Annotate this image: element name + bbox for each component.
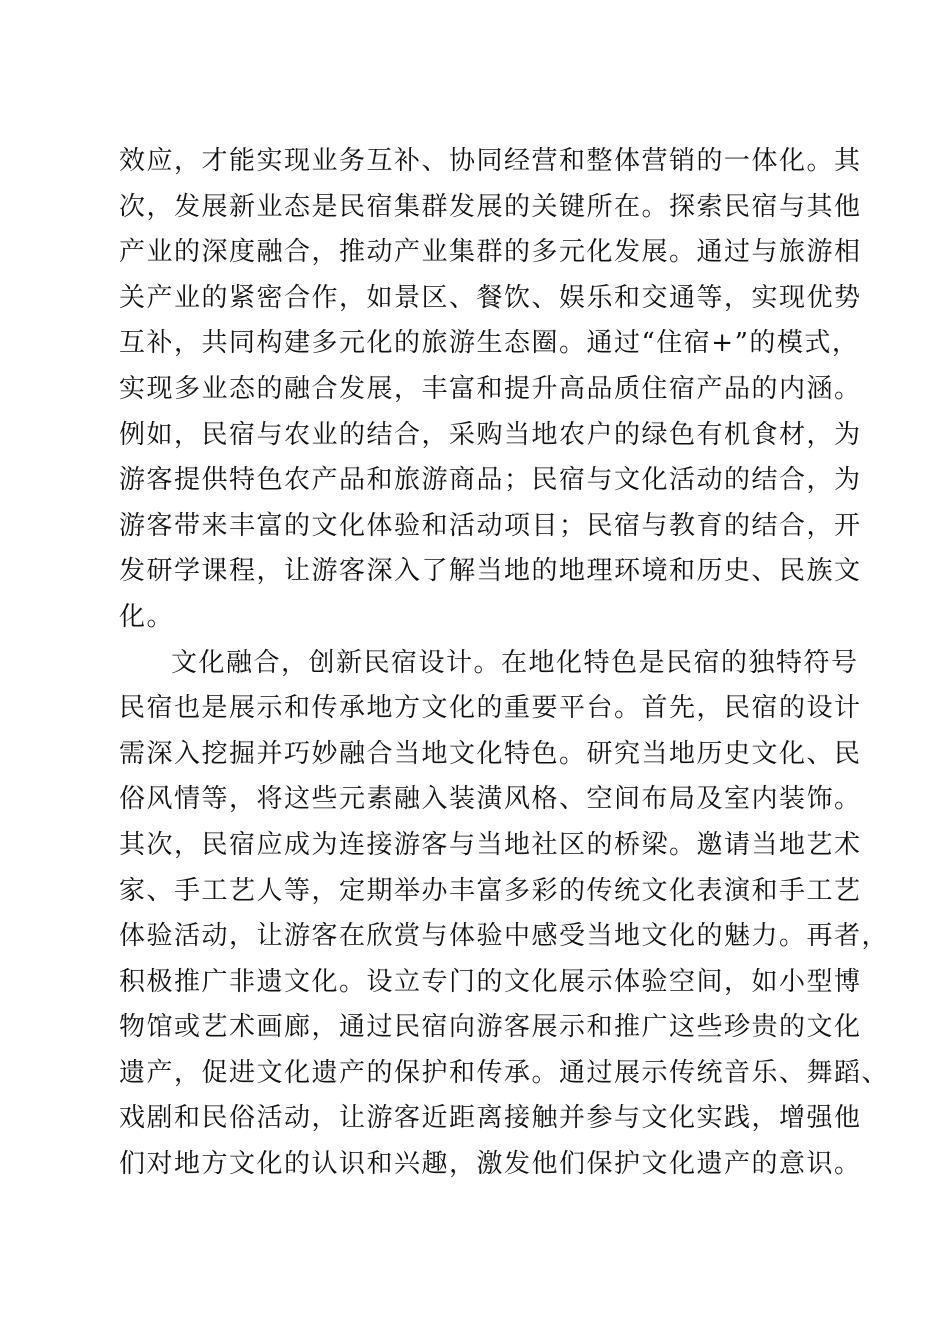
text-line: 化。 xyxy=(119,601,175,632)
paragraph-1 xyxy=(119,139,862,641)
text-line: 戏剧和民俗活动，让游客近距离接触并参与文化实践，增强他 xyxy=(119,1103,862,1134)
text-line: 产业的深度融合，推动产业集群的多元化发展。通过与旅游相 xyxy=(119,237,862,268)
text-line: 发研学课程，让游客深入了解当地的地理环境和历史、民族文 xyxy=(119,556,862,587)
text-line: 互补，共同构建多元化的旅游生态圈。通过“住宿+”的模式， xyxy=(119,328,860,359)
text-line: 关产业的紧密合作，如景区、餐饮、娱乐和交通等，实现优势 xyxy=(119,282,862,313)
text-line: 效应，才能实现业务互补、协同经营和整体营销的一体化。其 xyxy=(119,146,862,176)
text-line: 物馆或艺术画廊，通过民宿向游客展示和推广这些珍贵的文化 xyxy=(119,1012,862,1043)
text-line: 民宿也是展示和传承地方文化的重要平台。首先，民宿的设计 xyxy=(119,693,862,724)
text-line: 们对地方文化的认识和兴趣，激发他们保护文化遗产的意识。 xyxy=(119,1149,862,1180)
text-line: 其次，民宿应成为连接游客与当地社区的桥梁。邀请当地艺术 xyxy=(119,829,862,860)
text-line: 遗产，促进文化遗产的保护和传承。通过展示传统音乐、舞蹈、 xyxy=(119,1057,890,1088)
text-line: 积极推广非遗文化。设立专门的文化展示体验空间，如小型博 xyxy=(119,966,862,997)
text-line: 游客带来丰富的文化体验和活动项目；民宿与教育的结合，开 xyxy=(119,510,862,541)
text-line: 实现多业态的融合发展，丰富和提升高品质住宿产品的内涵。 xyxy=(119,373,862,404)
paragraph-2 xyxy=(119,641,890,1188)
text-line: 体验活动，让游客在欣赏与体验中感受当地文化的魅力。再者， xyxy=(119,921,890,952)
text-line: 次，发展新业态是民宿集群发展的关键所在。探索民宿与其他 xyxy=(119,191,862,222)
text-line: 需深入挖掘并巧妙融合当地文化特色。研究当地历史文化、民 xyxy=(119,738,862,769)
text-line: 游客提供特色农产品和旅游商品；民宿与文化活动的结合，为 xyxy=(119,465,862,496)
text-line: 文化融合，创新民宿设计。在地化特色是民宿的独特符号 xyxy=(171,647,859,678)
text-line: 家、手工艺人等，定期举办丰富多彩的传统文化表演和手工艺 xyxy=(119,875,862,906)
text-line: 例如，民宿与农业的结合，采购当地农户的绿色有机食材，为 xyxy=(119,419,862,450)
body-text xyxy=(119,139,890,1188)
text-line: 俗风情等，将这些元素融入装潢风格、空间布局及室内装饰。 xyxy=(119,784,862,815)
